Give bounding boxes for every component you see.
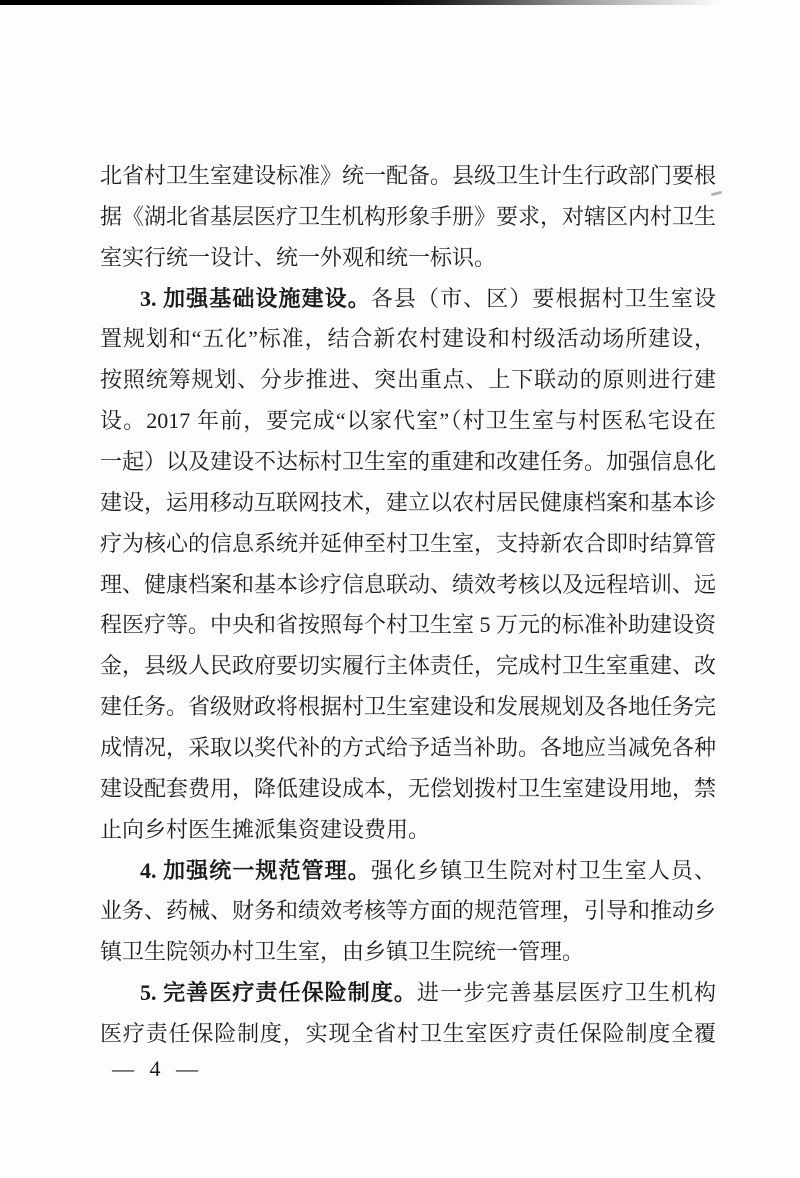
document-body xyxy=(100,156,716,1055)
text-run: 置规划和“五化”标准，结合新农村建设和村级活动场所建设， xyxy=(100,326,716,352)
text-line xyxy=(100,279,716,320)
text-line xyxy=(100,197,716,238)
page-number: — 4 — xyxy=(112,1056,203,1081)
text-line xyxy=(100,932,716,973)
text-run: 业务、药械、财务和绩效考核等方面的规范管理，引导和推动乡 xyxy=(100,898,716,924)
text-run: 建设，运用移动互联网技术，建立以农村居民健康档案和基本诊 xyxy=(100,489,716,515)
text-line xyxy=(100,605,716,646)
heading-run: 3. 加强基础设施建设。 xyxy=(140,285,371,311)
text-run: 建设配套费用，降低建设成本，无偿划拨村卫生室建设用地，禁 xyxy=(100,775,716,801)
text-line xyxy=(100,238,716,279)
text-run: 理、健康档案和基本诊疗信息联动、绩效考核以及远程培训、远 xyxy=(100,571,716,597)
text-line xyxy=(100,646,716,687)
text-run: 止向乡村医生摊派集资建设费用。 xyxy=(100,816,431,842)
text-line xyxy=(100,851,716,892)
text-run: 据《湖北省基层医疗卫生机构形象手册》要求，对辖区内村卫生 xyxy=(100,203,716,229)
text-run: 金，县级人民政府要切实履行主体责任，完成村卫生室重建、改 xyxy=(100,653,716,679)
text-run: 镇卫生院领办村卫生室，由乡镇卫生院统一管理。 xyxy=(100,939,585,965)
text-line xyxy=(100,319,716,360)
text-run: 疗为核心的信息系统并延伸至村卫生室，支持新农合即时结算管 xyxy=(100,530,716,556)
text-line xyxy=(100,401,716,442)
text-line xyxy=(100,524,716,565)
text-run: 各县（市、区）要根据村卫生室设 xyxy=(370,285,716,311)
text-line xyxy=(100,483,716,524)
text-line xyxy=(100,1014,716,1055)
text-line xyxy=(100,973,716,1014)
text-line xyxy=(100,810,716,851)
text-line xyxy=(100,360,716,401)
text-line xyxy=(100,891,716,932)
text-run: 一起）以及建设不达标村卫生室的重建和改建任务。加强信息化 xyxy=(100,449,716,475)
text-run: 设。2017 年前，要完成“以家代室”（村卫生室与村医私宅设在 xyxy=(100,408,716,434)
text-run: 医疗责任保险制度，实现全省村卫生室医疗责任保险制度全覆 xyxy=(100,1021,716,1047)
text-line xyxy=(100,565,716,606)
text-run: 室实行统一设计、统一外观和统一标识。 xyxy=(100,244,497,270)
scan-artifact-top-strip xyxy=(0,0,720,5)
heading-run: 5. 完善医疗责任保险制度。 xyxy=(140,980,417,1006)
text-run: 进一步完善基层医疗卫生机构 xyxy=(417,980,716,1006)
text-run: 成情况，采取以奖代补的方式给予适当补助。各地应当减免各种 xyxy=(100,735,716,761)
text-run: 按照统筹规划、分步推进、突出重点、上下联动的原则进行建 xyxy=(100,367,716,393)
text-line xyxy=(100,442,716,483)
text-run: 北省村卫生室建设标准》统一配备。县级卫生计生行政部门要根 xyxy=(100,163,716,188)
text-line xyxy=(100,687,716,728)
text-line xyxy=(100,728,716,769)
heading-run: 4. 加强统一规范管理。 xyxy=(140,857,371,883)
text-run: 建任务。省级财政将根据村卫生室建设和发展规划及各地任务完 xyxy=(100,694,716,720)
text-run: 强化乡镇卫生院对村卫生室人员、 xyxy=(370,857,716,883)
text-line xyxy=(100,156,716,197)
text-line xyxy=(100,769,716,810)
text-run: 程医疗等。中央和省按照每个村卫生室 5 万元的标准补助建设资 xyxy=(100,612,716,638)
